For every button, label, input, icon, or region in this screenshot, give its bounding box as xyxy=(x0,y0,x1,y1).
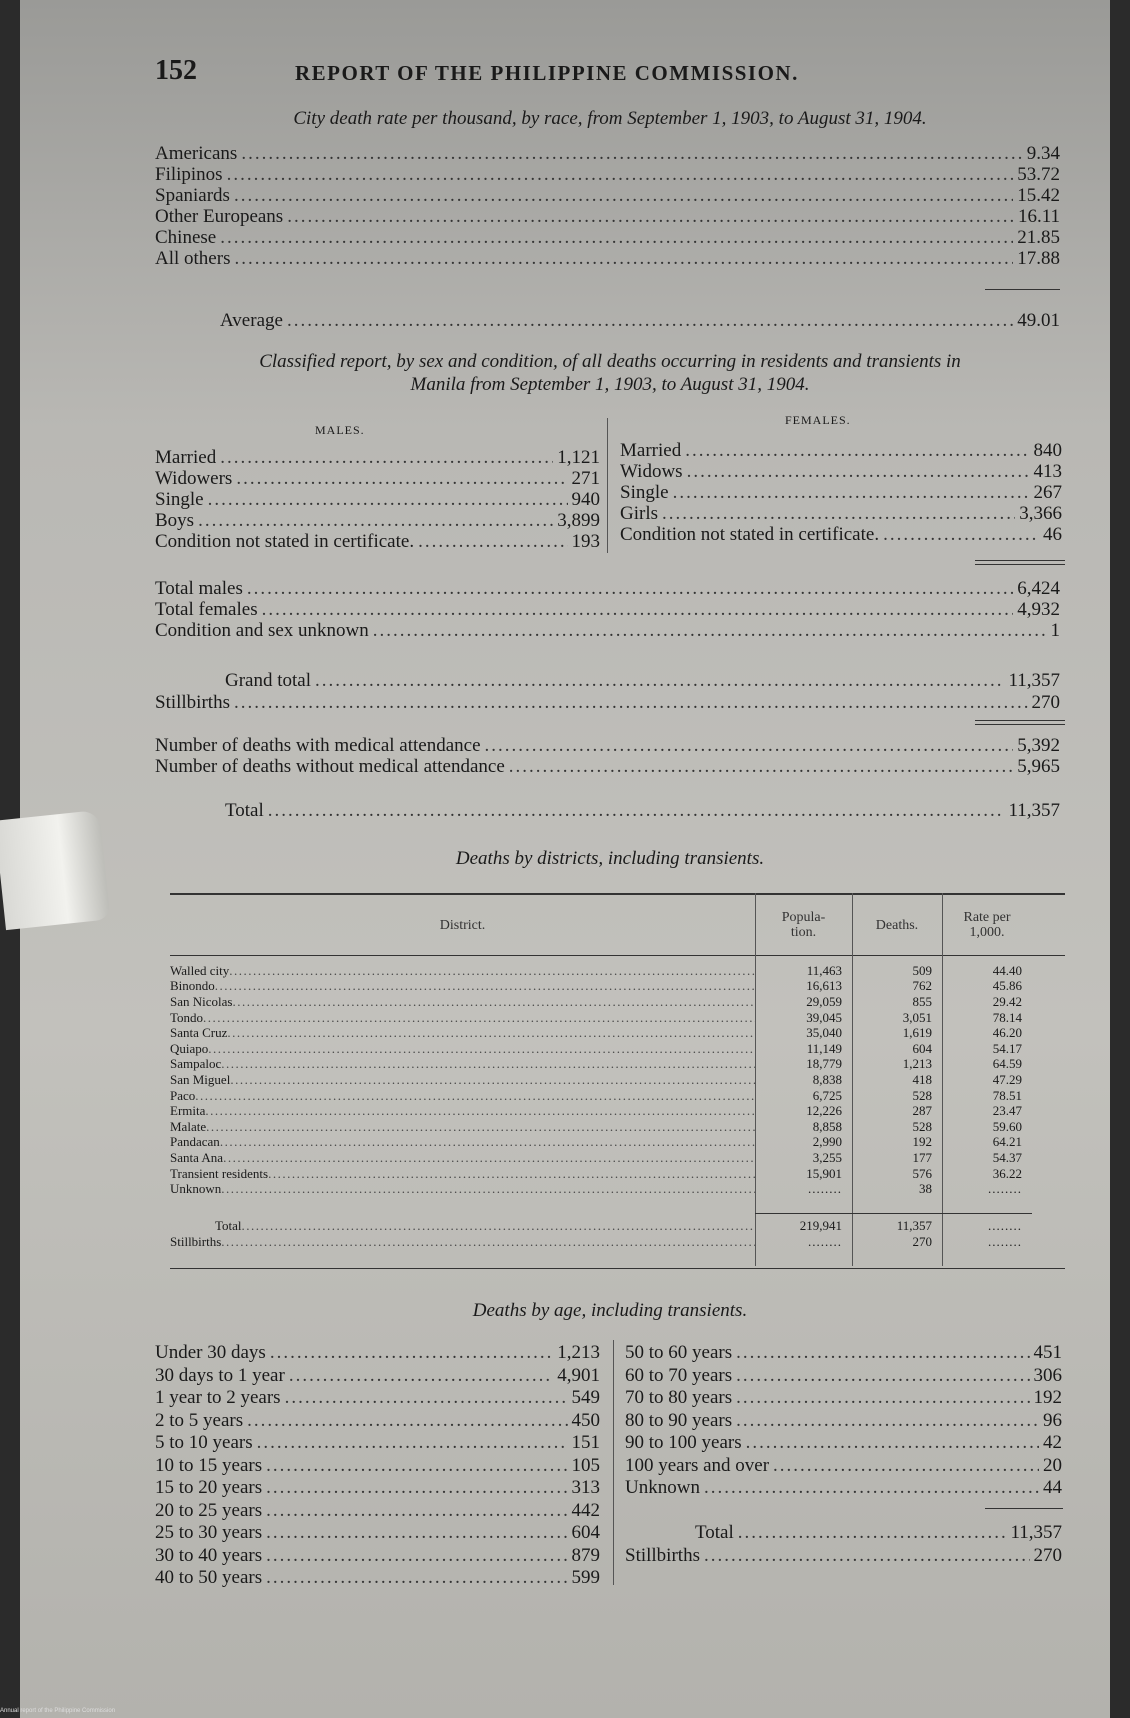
race-row xyxy=(155,248,1060,270)
district-name: Binondo xyxy=(170,978,215,994)
district-population: 12,226 xyxy=(806,1103,842,1119)
females-heading: FEMALES. xyxy=(785,413,851,427)
sex-total-label: Condition and sex unknown xyxy=(155,620,369,641)
district-deaths: 418 xyxy=(912,1071,932,1087)
race-label: Spaniards xyxy=(155,185,230,206)
sex-total-label: Total females xyxy=(155,599,258,620)
age-row xyxy=(625,1342,1062,1364)
ages-stillbirths-label: Stillbirths xyxy=(625,1545,700,1566)
age-value: 604 xyxy=(571,1522,600,1543)
age-label: 30 days to 1 year xyxy=(155,1364,285,1386)
district-deaths: 287 xyxy=(912,1103,932,1119)
table-row xyxy=(170,1057,1065,1073)
race-row xyxy=(155,185,1060,207)
district-population: 11,149 xyxy=(806,1040,842,1056)
medical-total-label: Total xyxy=(225,800,264,821)
medical-value: 5,392 xyxy=(1017,735,1060,756)
female-row xyxy=(620,503,1062,525)
grand-total-label: Grand total xyxy=(225,670,312,691)
district-rate: 46.20 xyxy=(992,1025,1022,1041)
district-population: 35,040 xyxy=(806,1025,842,1041)
district-name: Transient residents xyxy=(170,1165,269,1181)
ages-stillbirths-row xyxy=(625,1545,1062,1567)
district-deaths: 192 xyxy=(912,1134,932,1150)
race-value: 17.88 xyxy=(1017,248,1060,269)
district-deaths: 11,357 xyxy=(896,1217,932,1233)
average-value: 49.01 xyxy=(1017,310,1060,331)
grand-total-row xyxy=(155,670,1060,692)
sex-total-row xyxy=(155,578,1060,600)
scanned-page xyxy=(20,0,1110,1718)
age-value: 1,213 xyxy=(557,1342,600,1363)
running-title: REPORT OF THE PHILIPPINE COMMISSION. xyxy=(295,61,799,85)
age-value: 192 xyxy=(1033,1387,1062,1408)
table-row xyxy=(170,1041,1065,1057)
district-name: Santa Cruz xyxy=(170,1025,228,1041)
female-value: 413 xyxy=(1033,461,1062,482)
age-value: 44 xyxy=(1043,1477,1062,1498)
table-row xyxy=(170,1181,1065,1197)
district-rate: 78.14 xyxy=(992,1009,1022,1025)
table-row xyxy=(170,1166,1065,1182)
classified-caption-line2: Manila from September 1, 1903, to August 31, 1904. xyxy=(410,374,810,395)
age-value: 599 xyxy=(571,1567,600,1588)
table-row xyxy=(170,1103,1065,1119)
district-deaths: 1,619 xyxy=(902,1025,932,1041)
race-value: 21.85 xyxy=(1017,227,1060,248)
district-population xyxy=(755,1181,852,1197)
district-population: 8,838 xyxy=(812,1071,842,1087)
district-name: Tondo xyxy=(170,1009,204,1025)
district-name: Total xyxy=(215,1217,242,1233)
age-label: 90 to 100 years xyxy=(625,1432,742,1453)
footer-stamp: Annual report of the Philippine Commission xyxy=(0,1708,116,1714)
ages-total-row xyxy=(625,1522,1062,1544)
sex-divider xyxy=(607,418,608,553)
district-population: 8,858 xyxy=(812,1118,842,1134)
male-label: Widowers xyxy=(155,468,233,489)
age-value: 4,901 xyxy=(557,1364,600,1386)
age-label: 15 to 20 years xyxy=(155,1477,263,1498)
age-row xyxy=(155,1387,600,1409)
sex-total-value: 4,932 xyxy=(1017,599,1060,620)
stillbirths-label: Stillbirths xyxy=(155,692,230,713)
medical-label: Number of deaths without medical attendance xyxy=(155,756,505,777)
district-deaths: 177 xyxy=(912,1149,932,1165)
table-row xyxy=(170,1150,1065,1166)
sex-total-value: 1 xyxy=(1050,620,1060,641)
table-row xyxy=(170,1234,1065,1250)
male-row xyxy=(155,447,600,469)
medical-total-value: 11,357 xyxy=(1008,800,1060,821)
header-deaths: Deaths. xyxy=(875,917,919,933)
age-value: 450 xyxy=(571,1409,600,1431)
page-number: 152 xyxy=(155,55,197,86)
district-deaths: 270 xyxy=(912,1233,932,1249)
district-rate: 29.42 xyxy=(992,993,1022,1009)
race-value: 15.42 xyxy=(1017,185,1060,206)
classified-caption-line1: Classified report, by sex and condition, of all deaths occurring in residents and transients in xyxy=(259,351,961,372)
age-row xyxy=(155,1477,600,1499)
ages-total-label: Total xyxy=(695,1522,734,1543)
medical-value: 5,965 xyxy=(1017,756,1060,777)
district-name: Santa Ana xyxy=(170,1149,224,1165)
age-label: 80 to 90 years xyxy=(625,1409,733,1431)
female-label: Married xyxy=(620,440,682,461)
districts-caption: Deaths by districts, including transients. xyxy=(455,848,765,869)
average-row xyxy=(155,310,1060,332)
district-name: Walled city xyxy=(170,962,230,978)
district-deaths: 604 xyxy=(912,1040,932,1056)
district-name: San Nicolas xyxy=(170,993,233,1009)
ages-total-value: 11,357 xyxy=(1010,1522,1062,1543)
age-label: Under 30 days xyxy=(155,1342,266,1363)
district-deaths: 38 xyxy=(919,1181,932,1197)
male-value: 193 xyxy=(571,531,600,552)
table-row xyxy=(170,1072,1065,1088)
ages-caption: Deaths by age, including transients. xyxy=(472,1300,748,1321)
ages-divider xyxy=(613,1340,614,1585)
district-rate xyxy=(942,1234,1032,1250)
race-row xyxy=(155,164,1060,186)
district-deaths: 528 xyxy=(912,1118,932,1134)
female-row xyxy=(620,482,1062,504)
district-rate: 47.29 xyxy=(992,1071,1022,1087)
district-population: 11,463 xyxy=(806,962,842,978)
age-row xyxy=(155,1545,600,1567)
race-label: Filipinos xyxy=(155,164,223,185)
table-row xyxy=(170,979,1065,995)
district-rate: 54.17 xyxy=(992,1040,1022,1056)
age-label: 70 to 80 years xyxy=(625,1387,733,1408)
district-name: Quiapo xyxy=(170,1040,209,1056)
age-value: 20 xyxy=(1043,1454,1062,1476)
district-population xyxy=(755,1234,852,1250)
district-rate xyxy=(942,1218,1032,1234)
district-deaths: 1,213 xyxy=(902,1056,932,1072)
age-label: 10 to 15 years xyxy=(155,1454,263,1476)
female-row xyxy=(620,524,1062,546)
age-row xyxy=(155,1342,600,1364)
medical-row xyxy=(155,735,1060,757)
age-value: 879 xyxy=(571,1544,600,1566)
age-label: 2 to 5 years xyxy=(155,1409,244,1431)
male-row xyxy=(155,468,600,490)
male-value: 940 xyxy=(571,489,600,510)
age-row xyxy=(625,1432,1062,1454)
age-value: 442 xyxy=(571,1499,600,1521)
race-value: 16.11 xyxy=(1017,206,1060,227)
race-label: Other Europeans xyxy=(155,206,284,227)
age-row xyxy=(625,1455,1062,1477)
district-name: Stillbirths xyxy=(170,1233,222,1249)
race-row xyxy=(155,143,1060,165)
age-label: 40 to 50 years xyxy=(155,1567,263,1588)
male-value: 271 xyxy=(571,468,600,489)
female-value: 840 xyxy=(1033,440,1062,461)
age-row xyxy=(625,1387,1062,1409)
district-rate xyxy=(942,1181,1032,1197)
district-population: 18,779 xyxy=(806,1056,842,1072)
district-population: 2,990 xyxy=(812,1134,842,1150)
table-row xyxy=(170,1218,1065,1234)
district-rate: 44.40 xyxy=(992,962,1022,978)
district-population: 3,255 xyxy=(812,1149,842,1165)
age-value: 151 xyxy=(571,1432,600,1453)
age-value: 549 xyxy=(571,1387,600,1408)
male-row xyxy=(155,510,600,532)
table-row xyxy=(170,1119,1065,1135)
female-row xyxy=(620,440,1062,462)
female-label: Single xyxy=(620,482,669,503)
race-row xyxy=(155,227,1060,249)
age-value: 451 xyxy=(1033,1342,1062,1363)
age-row xyxy=(625,1365,1062,1387)
sex-totals-rule xyxy=(975,560,1065,561)
district-rate: 36.22 xyxy=(992,1165,1022,1181)
district-name: Sampaloc xyxy=(170,1056,222,1072)
female-value: 267 xyxy=(1033,482,1062,503)
males-heading: MALES. xyxy=(315,423,365,437)
sex-total-value: 6,424 xyxy=(1017,578,1060,599)
district-name: San Miguel xyxy=(170,1071,231,1087)
page-header xyxy=(155,55,1065,95)
age-label: 100 years and over xyxy=(625,1454,770,1476)
sex-total-row xyxy=(155,599,1060,621)
district-name: Unknown xyxy=(170,1181,222,1197)
district-rate: 23.47 xyxy=(992,1103,1022,1119)
male-value: 3,899 xyxy=(557,510,600,531)
female-value: 3,366 xyxy=(1019,503,1062,524)
female-label: Condition not stated in certificate. xyxy=(620,524,880,545)
district-population: 29,059 xyxy=(806,993,842,1009)
death-rate-caption: City death rate per thousand, by race, from September 1, 1903, to August 31, 1904. xyxy=(293,108,927,129)
ages-stillbirths-value: 270 xyxy=(1033,1545,1062,1566)
race-value: 53.72 xyxy=(1017,164,1060,185)
district-population: 16,613 xyxy=(806,978,842,994)
stillbirths-row xyxy=(155,692,1060,714)
age-label: 25 to 30 years xyxy=(155,1522,263,1543)
district-name: Malate xyxy=(170,1118,207,1134)
binder-clip xyxy=(0,810,110,930)
race-value: 9.34 xyxy=(1026,143,1060,164)
district-name: Paco xyxy=(170,1087,196,1103)
district-name: Pandacan xyxy=(170,1134,220,1150)
female-value: 46 xyxy=(1043,524,1062,545)
sex-total-label: Total males xyxy=(155,578,243,599)
male-label: Condition not stated in certificate. xyxy=(155,531,415,552)
district-name: Ermita xyxy=(170,1103,206,1119)
age-row xyxy=(155,1410,600,1432)
classified-caption xyxy=(155,350,1065,396)
medical-total-row xyxy=(155,800,1060,822)
district-rate: 45.86 xyxy=(992,978,1022,994)
age-label: 5 to 10 years xyxy=(155,1432,253,1453)
table-row xyxy=(170,994,1065,1010)
average-label: Average xyxy=(220,310,283,331)
ages-total-rule xyxy=(985,1508,1063,1509)
district-deaths: 509 xyxy=(912,962,932,978)
male-label: Boys xyxy=(155,510,195,531)
table-row xyxy=(170,1010,1065,1026)
male-label: Single xyxy=(155,489,204,510)
age-row xyxy=(155,1455,600,1477)
district-deaths: 576 xyxy=(912,1165,932,1181)
age-label: 50 to 60 years xyxy=(625,1342,733,1363)
sex-total-row xyxy=(155,620,1060,642)
grand-total-value: 11,357 xyxy=(1008,670,1060,691)
male-row xyxy=(155,531,600,553)
race-label: Americans xyxy=(155,143,238,164)
district-rate: 59.60 xyxy=(992,1118,1022,1134)
age-label: 20 to 25 years xyxy=(155,1499,263,1521)
age-value: 313 xyxy=(571,1477,600,1498)
medical-label: Number of deaths with medical attendance xyxy=(155,735,481,756)
districts-header xyxy=(170,893,1065,956)
age-row xyxy=(155,1567,600,1589)
district-population: 219,941 xyxy=(799,1217,842,1233)
district-deaths: 855 xyxy=(912,993,932,1009)
table-row xyxy=(170,1025,1065,1041)
medical-rule xyxy=(975,720,1065,721)
age-label: 60 to 70 years xyxy=(625,1364,733,1386)
age-row xyxy=(625,1477,1062,1499)
district-population: 15,901 xyxy=(806,1165,842,1181)
age-row xyxy=(155,1365,600,1387)
district-rate: 64.59 xyxy=(992,1056,1022,1072)
age-value: 42 xyxy=(1043,1432,1062,1453)
age-value: 306 xyxy=(1033,1364,1062,1386)
race-row xyxy=(155,206,1060,228)
age-label: 1 year to 2 years xyxy=(155,1387,281,1408)
districts-bottom-rule xyxy=(170,1268,1065,1269)
district-deaths: 528 xyxy=(912,1087,932,1103)
district-population: 39,045 xyxy=(806,1009,842,1025)
medical-rule-2 xyxy=(975,724,1065,725)
race-label: All others xyxy=(155,248,231,269)
age-label: 30 to 40 years xyxy=(155,1544,263,1566)
stillbirths-value: 270 xyxy=(1031,692,1060,713)
male-value: 1,121 xyxy=(557,447,600,468)
district-rate: 54.37 xyxy=(992,1149,1022,1165)
district-deaths: 3,051 xyxy=(902,1009,932,1025)
race-label: Chinese xyxy=(155,227,217,248)
age-label: Unknown xyxy=(625,1477,700,1498)
medical-row xyxy=(155,756,1060,778)
district-rate: 64.21 xyxy=(992,1134,1022,1150)
age-row xyxy=(155,1522,600,1544)
age-value: 96 xyxy=(1043,1409,1062,1431)
header-district: District. xyxy=(439,917,486,933)
female-row xyxy=(620,461,1062,483)
age-row xyxy=(625,1410,1062,1432)
female-label: Girls xyxy=(620,503,658,524)
female-label: Widows xyxy=(620,461,683,482)
header-population: Popula- tion. xyxy=(781,910,826,940)
male-row xyxy=(155,489,600,511)
age-row xyxy=(155,1500,600,1522)
male-label: Married xyxy=(155,447,217,468)
header-rate: Rate per 1,000. xyxy=(963,910,1011,940)
table-row xyxy=(170,963,1065,979)
district-rate: 78.51 xyxy=(992,1087,1022,1103)
age-row xyxy=(155,1432,600,1454)
districts-total-rule xyxy=(755,1213,1032,1214)
district-deaths: 762 xyxy=(912,978,932,994)
age-value: 105 xyxy=(571,1454,600,1476)
sex-totals-rule-2 xyxy=(975,564,1065,565)
district-population: 6,725 xyxy=(812,1087,842,1103)
table-row xyxy=(170,1135,1065,1151)
average-rule xyxy=(985,289,1060,290)
table-row xyxy=(170,1088,1065,1104)
